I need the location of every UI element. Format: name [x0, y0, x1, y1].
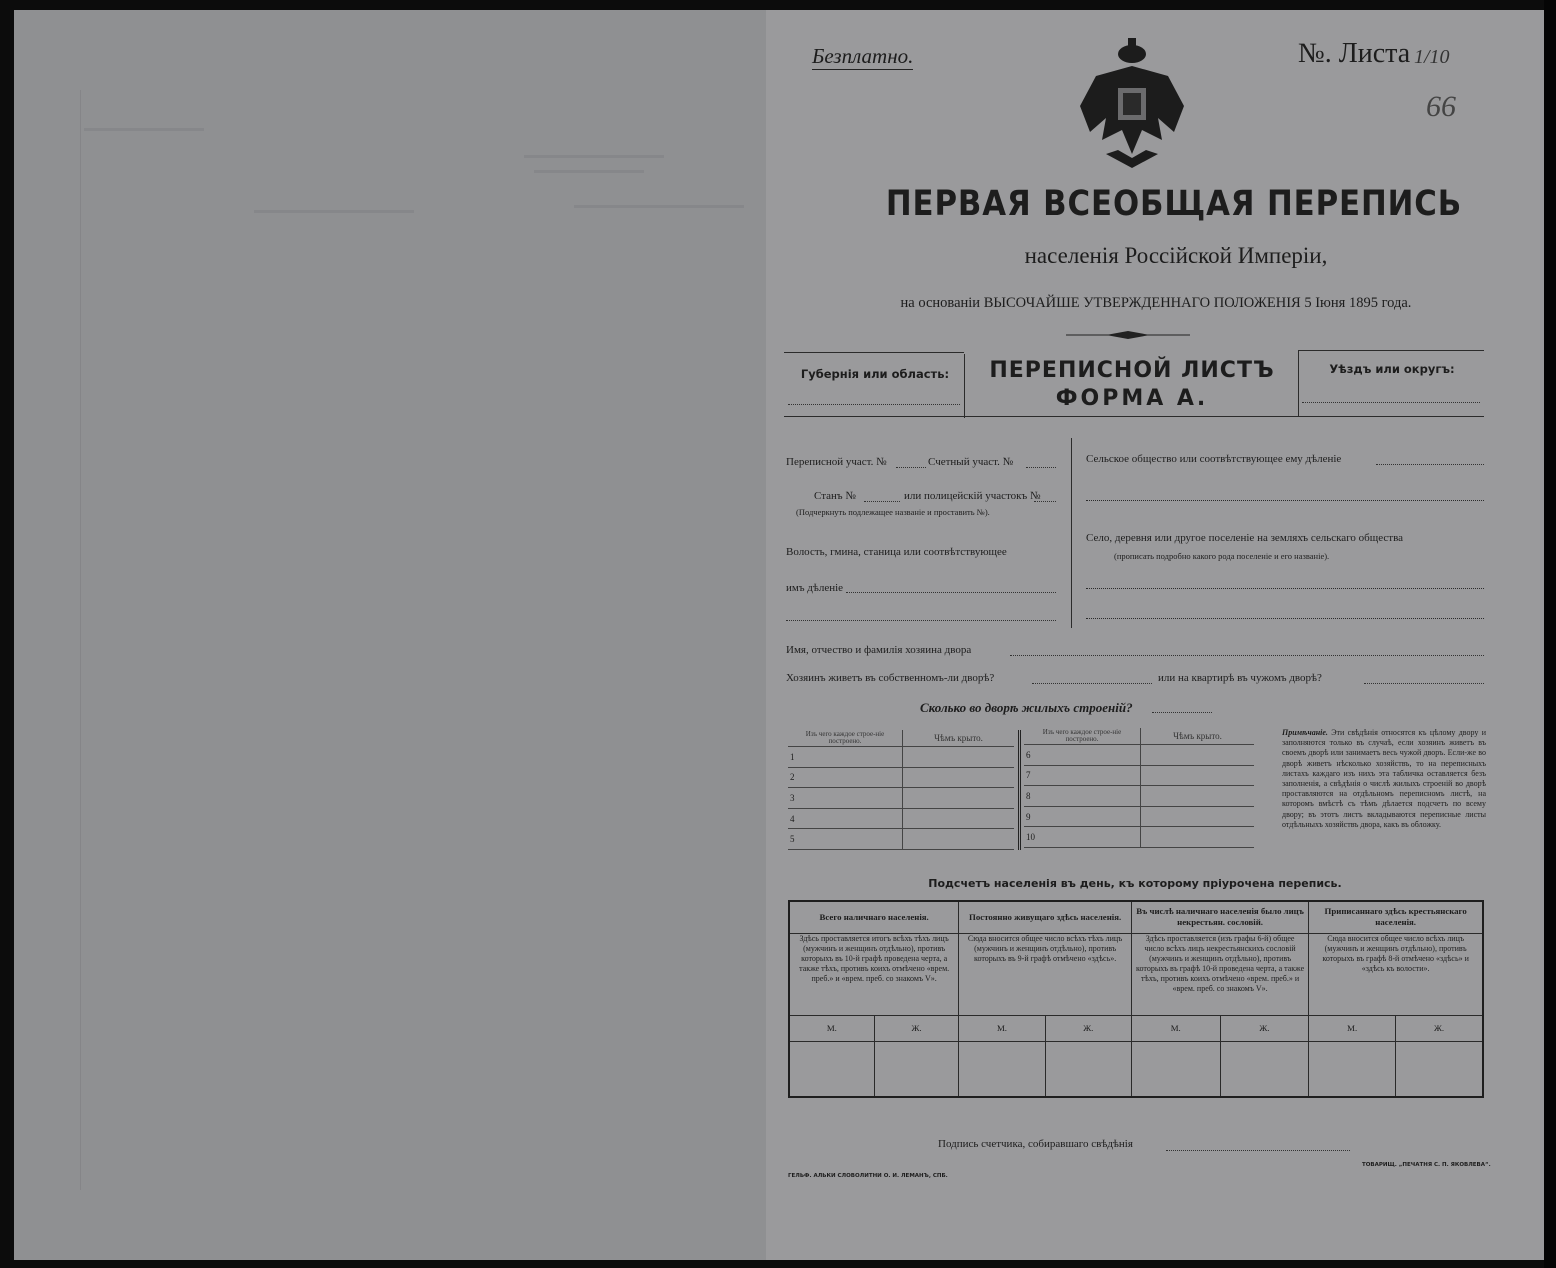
roof-cell[interactable]: [1141, 827, 1255, 848]
box-bottom: [784, 416, 1484, 417]
district-label: Уѣздъ или округъ:: [1329, 362, 1455, 376]
box-divider-right: [1298, 350, 1299, 416]
non-peasant-header: Въ числѣ наличнаго населенія было лицъ некрестьян. сословій.: [1131, 901, 1308, 933]
census-form-page: [766, 10, 1544, 1260]
form-main-title: ПЕРВАЯ ВСЕОБЩАЯ ПЕРЕПИСЬ: [885, 184, 1463, 224]
female-header: Ж.: [1396, 1015, 1483, 1041]
peasant-male-cell[interactable]: [1309, 1041, 1396, 1097]
non-peasant-female-cell[interactable]: [1220, 1041, 1309, 1097]
male-header: М.: [959, 1015, 1045, 1041]
male-header: М.: [1309, 1015, 1396, 1041]
signature-field[interactable]: [1166, 1150, 1350, 1151]
total-female-cell[interactable]: [874, 1041, 959, 1097]
roof-cell[interactable]: [1141, 806, 1255, 827]
imperial-eagle-emblem: [1076, 36, 1188, 170]
note-title: Примѣчаніе.: [1282, 728, 1328, 737]
volost-label: Волость, гмина, станица или соотвѣтствующее: [786, 546, 1007, 558]
box-divider-left: [964, 354, 965, 418]
roof-cell[interactable]: [1141, 745, 1255, 766]
table-row: [1024, 827, 1254, 848]
counting-district-label: Счетный участ. №: [928, 456, 1014, 468]
row-number: 3: [788, 788, 903, 809]
lives-rented-field[interactable]: [1364, 683, 1484, 684]
box-top-right: [1298, 350, 1484, 351]
row-number: 7: [1024, 765, 1141, 786]
permanent-population-desc: Сюда вносится общее число всѣхъ тѣхъ лицъ (мужчинъ и женщинъ отдѣльно), противъ которыхъ въ 9-й графѣ отмѣчено «здѣсь».: [959, 933, 1132, 1015]
village-note: (прописать подробно какого рода поселеніе и его названіе).: [1114, 551, 1330, 561]
left-page: [14, 10, 766, 1260]
province-label: Губернія или область:: [800, 367, 950, 381]
binding-edge: [1544, 0, 1556, 1268]
row-number: 5: [788, 829, 903, 850]
table-row: [788, 747, 1014, 768]
peasant-female-cell[interactable]: [1396, 1041, 1483, 1097]
fields-divider: [1071, 438, 1072, 628]
bleed-through-line: [524, 155, 664, 158]
printer-left: ГЕЛЬФ. АЛЬКИ СЛОВОЛИТНИ О. И. ЛЕМАНЪ, СПБ.: [788, 1173, 948, 1179]
roof-cell[interactable]: [903, 747, 1015, 768]
non-peasant-desc: Здѣсь проставляется (изъ графы 6-й) общее число всѣхъ лицъ некрестьянскихъ сословій (мужчинъ и женщинъ отдѣльно), противъ которыхъ въ графѣ 10-й проведена черта, а также тѣхъ, противъ коихъ отмѣчено «врем. преб.» и «врем. преб. со знакомъ V».: [1131, 933, 1308, 1015]
roof-column-header: Чѣмъ крыто.: [1141, 728, 1255, 745]
box-fill-line: [1302, 402, 1480, 403]
form-a-label: ФОРМА А.: [1055, 386, 1209, 411]
printer-right: ТОВАРИЩ. „ПЕЧАТНЯ С. П. ЯКОВЛЕВА“.: [1362, 1162, 1491, 1168]
roof-cell[interactable]: [1141, 786, 1255, 807]
census-district-field[interactable]: [896, 467, 926, 468]
table-header-row: [789, 901, 1483, 933]
table-row: [1024, 745, 1254, 766]
roof-cell[interactable]: [903, 767, 1015, 788]
table-row: [788, 808, 1014, 829]
bleed-through-line: [574, 205, 744, 208]
lives-own-yard-field[interactable]: [1032, 683, 1152, 684]
total-male-cell[interactable]: [789, 1041, 874, 1097]
form-subtitle: населенія Россійской Имперіи,: [1024, 243, 1328, 268]
male-header: М.: [1131, 1015, 1220, 1041]
total-population-header: Всего наличнаго населенія.: [789, 901, 959, 933]
table-value-row: [789, 1041, 1483, 1097]
table-row: [1024, 786, 1254, 807]
box-fill-line: [788, 404, 960, 405]
village-field-2[interactable]: [1086, 618, 1484, 619]
population-count-title: Подсчетъ населенія въ день, къ которому пріурочена перепись.: [928, 877, 1342, 890]
sheet-number-label: №. Листа: [1298, 38, 1411, 69]
table-row: [1024, 806, 1254, 827]
ornament-divider: [1066, 330, 1190, 340]
note-text: Эти свѣдѣнія относятся къ цѣлому двору и заполняются только въ случаѣ, если хозяинъ живетъ въ своемъ дворѣ или занимаетъ весь чужой дворъ. Если-же во дворѣ живетъ нѣсколько хозяйствъ, то на переписныхъ листахъ каждаго изъ нихъ эта табличка оставляется безъ заполненія, а свѣдѣнія о числѣ жилыхъ строеній во дворѣ проставляются на отдѣльномъ переписномъ листѣ, на которомъ вмѣстѣ съ тѣмъ дѣлается подсчетъ по всему двору; въ этотъ листъ вкладываются переписные листы отдѣльныхъ хозяйствъ двора, какъ въ обложку.: [1282, 728, 1487, 829]
permanent-female-cell[interactable]: [1045, 1041, 1131, 1097]
roof-cell[interactable]: [903, 788, 1015, 809]
female-header: Ж.: [1045, 1015, 1131, 1041]
police-note: (Подчеркнуть подлежащее названіе и проставить №).: [796, 507, 990, 517]
table-row: [788, 788, 1014, 809]
row-number: 10: [1024, 827, 1141, 848]
row-number: 4: [788, 808, 903, 829]
volost-label-2: имъ дѣленіе: [786, 582, 844, 594]
rural-society-label: Сельское общество или соотвѣтствующее ему дѣленіе: [1086, 453, 1342, 465]
row-number: 2: [788, 767, 903, 788]
registered-peasant-desc: Сюда вносится общее число всѣхъ лицъ (мужчинъ и женщинъ отдѣльно), противъ которыхъ въ графѣ 8-й отмѣчено «здѣсь» и «здѣсь къ волости».: [1309, 933, 1483, 1015]
buildings-count-field[interactable]: [1152, 712, 1212, 713]
non-peasant-male-cell[interactable]: [1131, 1041, 1220, 1097]
village-label: Село, деревня или другое поселеніе на земляхъ сельскаго общества: [1086, 532, 1404, 544]
volost-field[interactable]: [846, 592, 1056, 593]
table-sex-row: [789, 1015, 1483, 1041]
note-block: [1282, 728, 1486, 830]
male-header: М.: [789, 1015, 874, 1041]
owner-name-field[interactable]: [1010, 655, 1484, 656]
row-number: 9: [1024, 806, 1141, 827]
row-number: 8: [1024, 786, 1141, 807]
bleed-through-line: [254, 210, 414, 213]
female-header: Ж.: [1220, 1015, 1309, 1041]
material-column-header: Изъ чего каждое строе-ніе построено.: [788, 730, 903, 747]
sheet-type-title: ПЕРЕПИСНОЙ ЛИСТЪ: [989, 358, 1275, 383]
signature-label: Подпись счетчика, собиравшаго свѣдѣнія: [938, 1138, 1133, 1150]
table-row: [1024, 765, 1254, 786]
registered-peasant-header: Приписаннаго здѣсь крестьянскаго населенія.: [1309, 901, 1483, 933]
bleed-through-line: [84, 128, 204, 131]
permanent-population-header: Постоянно живущаго здѣсь населенія.: [959, 901, 1132, 933]
stan-label: Станъ №: [814, 490, 856, 502]
table-row: [788, 829, 1014, 850]
lives-rented-label: или на квартирѣ въ чужомъ дворѣ?: [1158, 672, 1322, 684]
owner-name-label: Имя, отчество и фамилія хозяина двора: [786, 644, 972, 656]
rural-society-field-2[interactable]: [1086, 500, 1484, 501]
buildings-question: Сколько во дворѣ жилыхъ строеній?: [920, 700, 1133, 715]
village-field[interactable]: [1086, 588, 1484, 589]
rural-society-field[interactable]: [1376, 464, 1484, 465]
buildings-table-right: [1024, 728, 1254, 848]
bleed-through-line: [534, 170, 644, 173]
police-district-field[interactable]: [1034, 501, 1056, 502]
table-row: [788, 767, 1014, 788]
lives-own-yard-label: Хозяинъ живетъ въ собственномъ-ли дворѣ?: [786, 672, 995, 684]
counting-district-field[interactable]: [1026, 467, 1056, 468]
volost-field-2[interactable]: [786, 620, 1056, 621]
roof-cell[interactable]: [903, 808, 1015, 829]
sheet-number-value: 1/10: [1414, 46, 1450, 68]
buildings-table-left: [788, 730, 1014, 850]
table-header-row: [788, 730, 1014, 747]
box-top-left: [784, 352, 964, 353]
page-edge: [80, 90, 81, 1190]
stan-field[interactable]: [864, 501, 900, 502]
roof-column-header: Чѣмъ крыто.: [903, 730, 1015, 747]
permanent-male-cell[interactable]: [959, 1041, 1045, 1097]
table-desc-row: [789, 933, 1483, 1015]
roof-cell[interactable]: [903, 829, 1015, 850]
census-district-label: Переписной участ. №: [786, 456, 887, 468]
free-label: Безплатно.: [812, 44, 914, 68]
form-basis-line: на основаніи ВЫСОЧАЙШЕ УТВЕРЖДЕННАГО ПОЛОЖЕНІЯ 5 Іюня 1895 года.: [900, 295, 1412, 311]
table-separator: [1018, 730, 1021, 850]
row-number: 1: [788, 747, 903, 768]
handwritten-number: 66: [1426, 90, 1456, 123]
table-header-row: [1024, 728, 1254, 745]
police-district-label: или полицейскій участокъ №: [904, 490, 1041, 502]
row-number: 6: [1024, 745, 1141, 766]
population-count-table: [788, 900, 1484, 1098]
female-header: Ж.: [874, 1015, 959, 1041]
total-population-desc: Здѣсь проставляется итогъ всѣхъ тѣхъ лицъ (мужчинъ и женщинъ отдѣльно), противъ которыхъ въ 10-й графѣ проведена черта, а также тѣхъ, противъ коихъ отмѣчено «врем. преб.» и «врем. преб. со знакомъ V».: [789, 933, 959, 1015]
roof-cell[interactable]: [1141, 765, 1255, 786]
material-column-header: Изъ чего каждое строе-ніе построено.: [1024, 728, 1141, 745]
